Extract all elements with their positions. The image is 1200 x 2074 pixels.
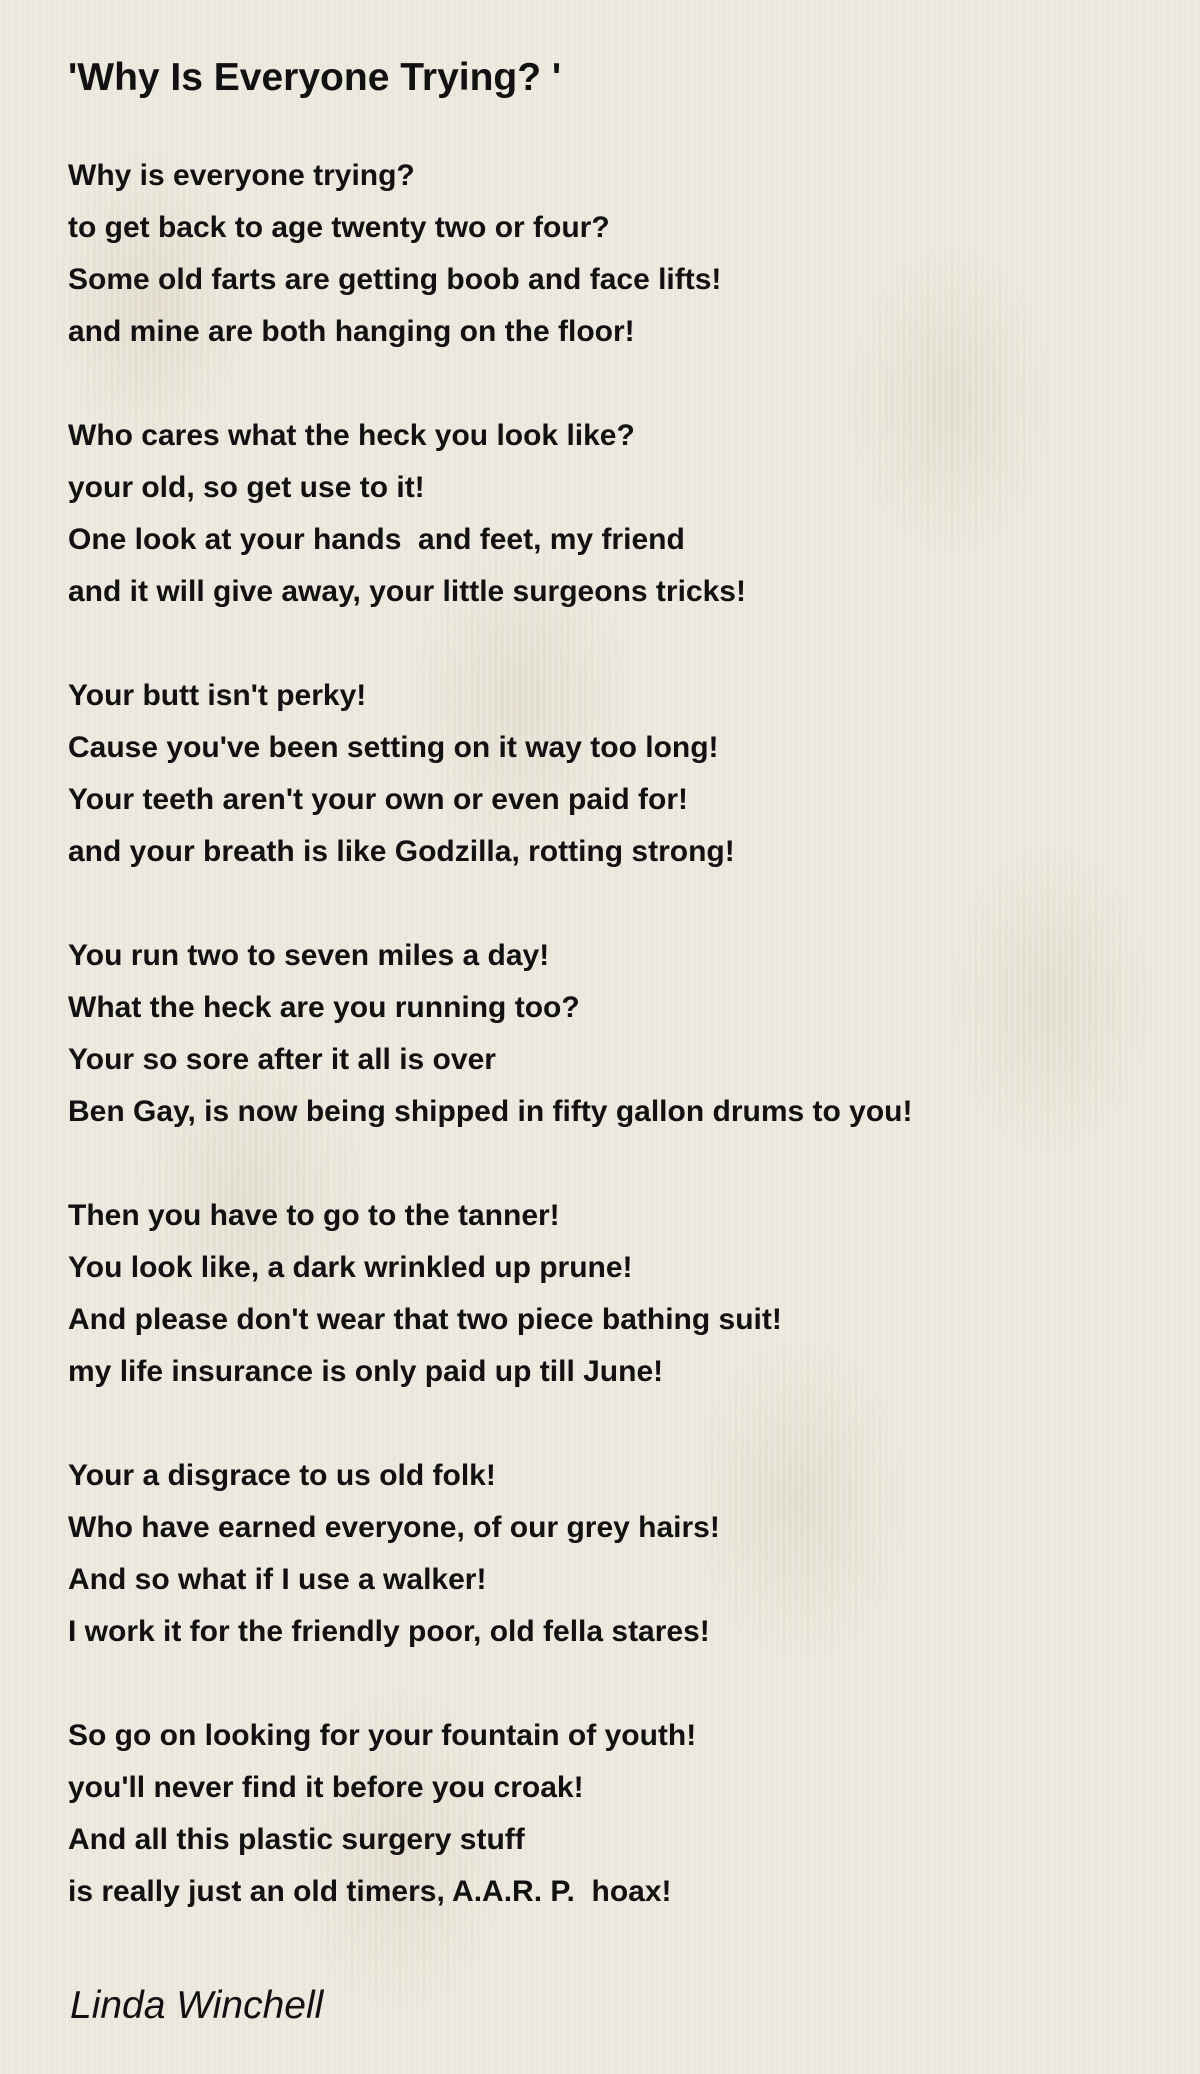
poem-line: to get back to age twenty two or four? <box>68 211 610 244</box>
stanza-7 <box>68 1710 1168 1918</box>
poem-line: Who cares what the heck you look like? <box>68 419 635 452</box>
poem-line: Your teeth aren't your own or even paid for! <box>68 783 688 816</box>
stanza-1 <box>68 150 1168 358</box>
poem-line: and your breath is like Godzilla, rotting strong! <box>68 835 735 868</box>
poem-line: You run two to seven miles a day! <box>68 939 550 972</box>
stanza-4 <box>68 930 1168 1138</box>
poem-line: your old, so get use to it! <box>68 471 425 504</box>
poem-author: Linda Winchell <box>70 1984 324 2027</box>
stanza-5 <box>68 1190 1168 1398</box>
poem-line: So go on looking for your fountain of youth! <box>68 1719 697 1752</box>
poem-title: 'Why Is Everyone Trying? ' <box>68 56 562 99</box>
poem-line: Your so sore after it all is over <box>68 1043 496 1076</box>
poem-line: And so what if I use a walker! <box>68 1563 487 1596</box>
poem-line: Then you have to go to the tanner! <box>68 1199 560 1232</box>
poem-line: Who have earned everyone, of our grey hairs! <box>68 1511 720 1544</box>
poem-page <box>68 50 1168 2034</box>
poem-line: Ben Gay, is now being shipped in fifty gallon drums to you! <box>68 1095 913 1128</box>
poem-line: is really just an old timers, A.A.R. P. hoax! <box>68 1875 672 1908</box>
stanza-2 <box>68 410 1168 618</box>
poem-line: Cause you've been setting on it way too long! <box>68 731 719 764</box>
stanza-3 <box>68 670 1168 878</box>
poem-line: One look at your hands and feet, my friend <box>68 523 685 556</box>
poem-line: And please don't wear that two piece bathing suit! <box>68 1303 782 1336</box>
poem-line: Some old farts are getting boob and face lifts! <box>68 263 722 296</box>
poem-line: What the heck are you running too? <box>68 991 580 1024</box>
poem-line: Your butt isn't perky! <box>68 679 367 712</box>
poem-line: You look like, a dark wrinkled up prune! <box>68 1251 633 1284</box>
poem-line: Your a disgrace to us old folk! <box>68 1459 496 1492</box>
poem-line: And all this plastic surgery stuff <box>68 1823 525 1856</box>
poem-line: you'll never find it before you croak! <box>68 1771 584 1804</box>
poem-line: and mine are both hanging on the floor! <box>68 315 635 348</box>
poem-line: my life insurance is only paid up till June! <box>68 1355 664 1388</box>
poem-line: Why is everyone trying? <box>68 159 415 192</box>
poem-line: I work it for the friendly poor, old fella stares! <box>68 1615 710 1648</box>
poem-line: and it will give away, your little surgeons tricks! <box>68 575 746 608</box>
stanza-6 <box>68 1450 1168 1658</box>
